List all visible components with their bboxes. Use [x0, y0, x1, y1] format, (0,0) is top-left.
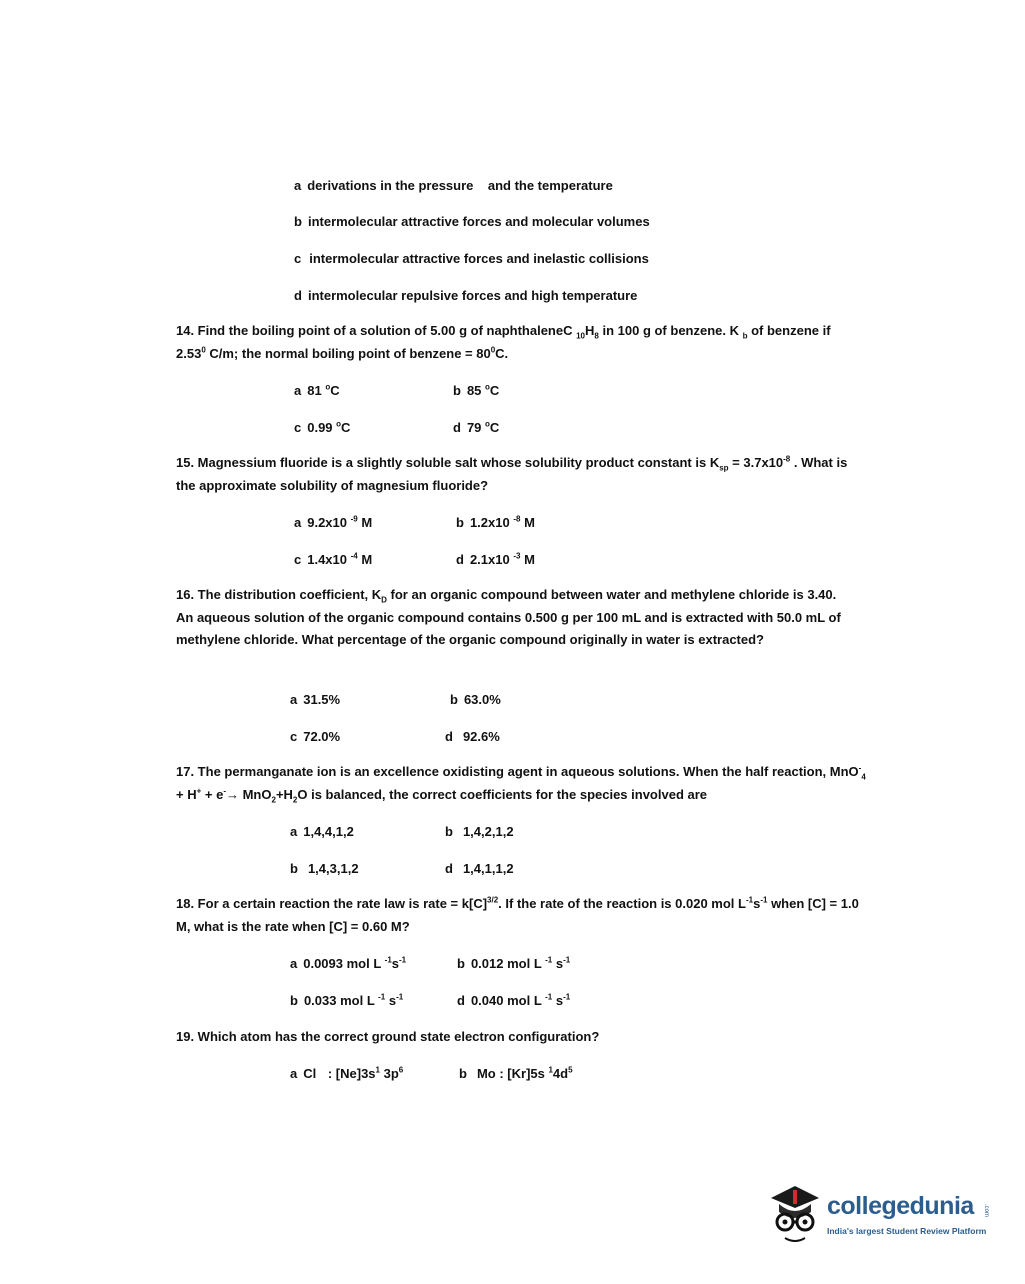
- q15-option-a: a 9.2x10 $^{-9}$ M: [294, 514, 373, 530]
- brand-tagline: India's largest Student Review Platform: [827, 1226, 987, 1236]
- q16-option-b: b 63.0%: [450, 692, 501, 707]
- q14-option-c: c 0.99 $^o$C: [294, 419, 351, 435]
- q14-text: 14. Find the boiling point of a solution of 5.00 g of naphthaleneC $_{10}H_8$ in 100 g of benzene. K $_b$ of benzene if 2.53$^0$ C/m; the normal boiling point of benzene = $80^0C$.: [176, 323, 831, 361]
- brand-name: collegedunia: [827, 1192, 974, 1220]
- q13-option-a: a derivations in the pressure and the temperature: [294, 178, 613, 193]
- q15-option-c: c 1.4x10 $^{-4}$ M: [294, 551, 373, 567]
- q18-option-c: b 0.033 mol L $^{-1}$ $s^{-1}$: [290, 992, 404, 1008]
- q17-option-d: d 1,4,1,1,2: [445, 861, 514, 876]
- q14-option-a: a 81 $^o$C: [294, 382, 340, 398]
- q18-option-b: b 0.012 mol L $^{-1}$ $s^{-1}$: [457, 955, 571, 971]
- brand-domain: .com: [983, 1204, 989, 1218]
- q14-option-b: b 85 $^o$C: [453, 382, 500, 398]
- q15-option-b: b 1.2x10 $^{-8}$ M: [456, 514, 535, 530]
- q13-option-d: d intermolecular repulsive forces and high temperature: [294, 288, 638, 303]
- q16-option-d: d 92.6%: [445, 729, 500, 744]
- q13-option-b: b intermolecular attractive forces and molecular volumes: [294, 214, 650, 229]
- q15-text: 15. Magnessium fluoride is a slightly soluble salt whose solubility product constant is $K_{sp} = 3.7x10^{-8}$ . What is the approximate solubility of magnesium fluoride?: [176, 454, 848, 493]
- q17-text: 17. The permanganate ion is an excellence oxidisting agent in aqueous solutions. When the half reaction, $MnO^-_4 + H^+ + e^-\to MnO_2+H_2O$ is balanced, the correct coefficients for the species involved are: [176, 763, 866, 805]
- q18-option-a: a 0.0093 mol L $^{-1}s^{-1}$: [290, 955, 407, 971]
- q17-option-a: a 1,4,4,1,2: [290, 824, 354, 839]
- q17-option-b: b 1,4,2,1,2: [445, 824, 514, 839]
- q19-option-b: b Mo : [Kr]5s $^14d^5$: [459, 1065, 573, 1081]
- q17-option-c: b 1,4,3,1,2: [290, 861, 359, 876]
- mascot-icon: [765, 1178, 825, 1248]
- collegedunia-logo: [765, 1178, 995, 1248]
- q14-option-d: d 79 $^o$C: [453, 419, 500, 435]
- q19-option-a: a Cl : $[Ne]3s^1$ $3p^6$: [290, 1065, 404, 1081]
- q18-option-d: d 0.040 mol L $^{-1}$ $s^{-1}$: [457, 992, 571, 1008]
- q16-option-c: c 72.0%: [290, 729, 341, 744]
- q16-text: 16. The distribution coefficient, $K_D$ for an organic compound between water and methylene chloride is 3.40. An aqueous solution of the organic compound contains 0.500 g per 100 mL and is extracted with 50.0 mL of methylene chloride. What percentage of the organic compound originally in water is extracted?: [176, 587, 841, 647]
- q15-option-d: d 2.1x10 $^{-3}$ M: [456, 551, 535, 567]
- q19-text: 19. Which atom has the correct ground state electron configuration?: [176, 1029, 600, 1044]
- q16-option-a: a 31.5%: [290, 692, 341, 707]
- q13-option-c: c intermolecular attractive forces and inelastic collisions: [294, 251, 649, 266]
- q18-text: 18. For a certain reaction the rate law is rate = $k[C]^{3/2}$. If the rate of the reaction is 0.020 mol $L^{-1}s^{-1}$ when [C] = 1.0 M, what is the rate when [C] = 0.60 M?: [176, 895, 859, 934]
